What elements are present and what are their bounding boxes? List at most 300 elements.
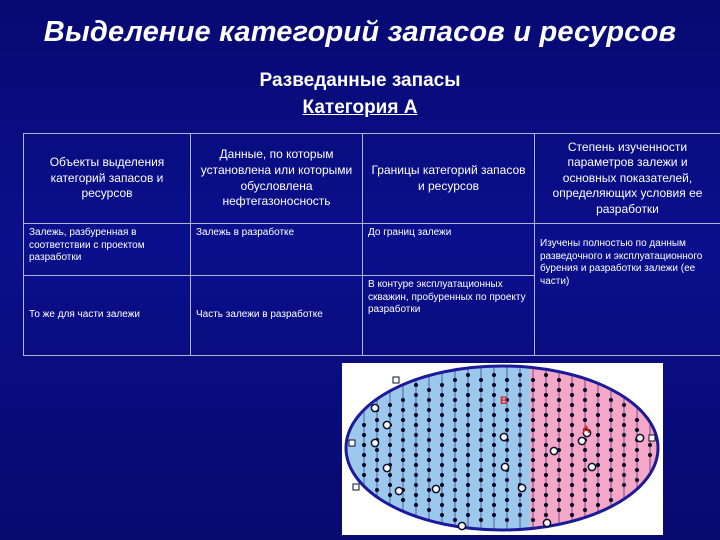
- well-dot: [609, 488, 613, 492]
- well-dot: [609, 458, 613, 462]
- well-dot: [505, 388, 509, 392]
- header-objects: Объекты выделения категорий запасов и ресурсов: [24, 134, 191, 224]
- well-dot: [505, 448, 509, 452]
- well-dot: [453, 438, 457, 442]
- well-dot: [557, 428, 561, 432]
- well-dot: [427, 478, 431, 482]
- well-dot: [492, 453, 496, 457]
- well-dot: [453, 508, 457, 512]
- well-dot: [427, 448, 431, 452]
- well-dot: [492, 423, 496, 427]
- well-dot: [492, 503, 496, 507]
- well-dot: [388, 493, 392, 497]
- well-dot: [622, 423, 626, 427]
- well-dot: [570, 483, 574, 487]
- well-dot: [375, 458, 379, 462]
- well-dot: [609, 498, 613, 502]
- well-dot: [466, 393, 470, 397]
- well-dot: [453, 488, 457, 492]
- well-dot: [492, 513, 496, 517]
- deposit-diagram-svg: [342, 363, 663, 535]
- well-dot: [518, 433, 522, 437]
- well-marker: [383, 464, 390, 471]
- well-dot: [505, 508, 509, 512]
- well-marker: [501, 463, 508, 470]
- well-dot: [440, 393, 444, 397]
- well-dot: [401, 438, 405, 442]
- well-dot: [401, 498, 405, 502]
- well-dot: [414, 403, 418, 407]
- well-dot: [453, 448, 457, 452]
- cell-study-degree: Изучены полностью по данным разведочного и эксплуатационного бурения и разработки залежи (ее части): [535, 224, 720, 356]
- edge-well-marker: [393, 377, 399, 383]
- well-dot: [531, 428, 535, 432]
- well-dot: [609, 438, 613, 442]
- well-marker: [458, 522, 465, 529]
- well-dot: [635, 428, 639, 432]
- well-dot: [531, 438, 535, 442]
- well-dot: [453, 458, 457, 462]
- well-dot: [583, 508, 587, 512]
- well-dot: [609, 408, 613, 412]
- well-dot: [570, 423, 574, 427]
- well-dot: [375, 468, 379, 472]
- well-dot: [557, 418, 561, 422]
- well-dot: [388, 443, 392, 447]
- well-dot: [505, 478, 509, 482]
- well-marker: [383, 421, 390, 428]
- well-dot: [505, 498, 509, 502]
- well-dot: [557, 458, 561, 462]
- well-dot: [427, 498, 431, 502]
- slide-title: Выделение категорий запасов и ресурсов: [43, 16, 677, 48]
- well-dot: [479, 398, 483, 402]
- well-dot: [479, 378, 483, 382]
- well-dot: [544, 373, 548, 377]
- well-dot: [544, 443, 548, 447]
- well-dot: [453, 498, 457, 502]
- well-dot: [518, 403, 522, 407]
- well-dot: [362, 423, 366, 427]
- well-dot: [427, 418, 431, 422]
- well-dot: [492, 473, 496, 477]
- well-dot: [479, 428, 483, 432]
- well-dot: [453, 388, 457, 392]
- well-dot: [401, 428, 405, 432]
- well-dot: [648, 443, 652, 447]
- well-dot: [570, 383, 574, 387]
- well-dot: [596, 393, 600, 397]
- well-dot: [557, 478, 561, 482]
- well-dot: [466, 443, 470, 447]
- well-dot: [401, 408, 405, 412]
- well-dot: [635, 468, 639, 472]
- table-header-row: [24, 134, 720, 224]
- well-dot: [557, 498, 561, 502]
- well-dot: [622, 463, 626, 467]
- well-dot: [414, 483, 418, 487]
- well-dot: [570, 513, 574, 517]
- well-dot: [518, 473, 522, 477]
- well-dot: [544, 473, 548, 477]
- well-dot: [466, 423, 470, 427]
- well-dot: [570, 473, 574, 477]
- well-dot: [583, 448, 587, 452]
- well-dot: [609, 428, 613, 432]
- well-dot: [414, 393, 418, 397]
- well-dot: [531, 398, 535, 402]
- cell-object: То же для части залежи: [24, 276, 191, 356]
- well-dot: [531, 498, 535, 502]
- pink-zone: [530, 363, 663, 535]
- well-marker: [518, 484, 525, 491]
- well-dot: [427, 458, 431, 462]
- well-dot: [544, 433, 548, 437]
- well-dot: [479, 468, 483, 472]
- well-dot: [466, 503, 470, 507]
- well-dot: [557, 468, 561, 472]
- well-dot: [505, 418, 509, 422]
- header-study-degree: Степень изученности параметров залежи и основных показателей, определяющих условия ее разработки: [535, 134, 720, 224]
- category-heading: Категория А: [302, 97, 418, 118]
- well-dot: [518, 453, 522, 457]
- well-dot: [479, 418, 483, 422]
- well-dot: [518, 393, 522, 397]
- well-dot: [440, 443, 444, 447]
- well-dot: [518, 443, 522, 447]
- well-dot: [505, 518, 509, 522]
- well-dot: [583, 478, 587, 482]
- well-dot: [557, 408, 561, 412]
- well-dot: [544, 383, 548, 387]
- well-dot: [583, 388, 587, 392]
- well-dot: [596, 463, 600, 467]
- well-dot: [440, 423, 444, 427]
- well-dot: [570, 493, 574, 497]
- well-marker: [543, 519, 550, 526]
- edge-well-marker: [349, 440, 355, 446]
- well-dot: [479, 388, 483, 392]
- well-dot: [570, 463, 574, 467]
- well-dot: [466, 483, 470, 487]
- well-dot: [479, 408, 483, 412]
- well-dot: [362, 453, 366, 457]
- well-dot: [453, 378, 457, 382]
- well-dot: [427, 508, 431, 512]
- well-dot: [466, 403, 470, 407]
- well-dot: [466, 383, 470, 387]
- well-dot: [466, 493, 470, 497]
- header-boundaries: Границы категорий запасов и ресурсов: [363, 134, 535, 224]
- well-marker: [500, 433, 507, 440]
- well-dot: [440, 383, 444, 387]
- well-dot: [544, 453, 548, 457]
- well-dot: [440, 493, 444, 497]
- well-dot: [596, 473, 600, 477]
- well-dot: [427, 438, 431, 442]
- well-dot: [622, 433, 626, 437]
- well-dot: [596, 403, 600, 407]
- well-dot: [570, 413, 574, 417]
- well-dot: [362, 443, 366, 447]
- well-dot: [596, 423, 600, 427]
- well-dot: [440, 413, 444, 417]
- well-dot: [492, 443, 496, 447]
- edge-well-marker: [353, 484, 359, 490]
- well-dot: [375, 478, 379, 482]
- well-dot: [544, 403, 548, 407]
- well-dot: [622, 453, 626, 457]
- well-dot: [596, 443, 600, 447]
- well-dot: [544, 503, 548, 507]
- well-dot: [531, 388, 535, 392]
- well-dot: [544, 463, 548, 467]
- cell-boundaries: В контуре эксплуатационных скважин, пробуренных по проекту разработки: [363, 276, 535, 356]
- well-dot: [388, 413, 392, 417]
- well-dot: [466, 453, 470, 457]
- well-dot: [440, 483, 444, 487]
- well-dot: [401, 478, 405, 482]
- well-dot: [622, 413, 626, 417]
- well-dot: [622, 483, 626, 487]
- well-dot: [440, 433, 444, 437]
- well-dot: [557, 378, 561, 382]
- well-dot: [414, 413, 418, 417]
- well-dot: [635, 418, 639, 422]
- well-dot: [414, 383, 418, 387]
- well-dot: [453, 468, 457, 472]
- well-marker: [578, 437, 585, 444]
- well-dot: [427, 468, 431, 472]
- header-data: Данные, по которым установлена или которыми обусловлена нефтегазоносность: [191, 134, 363, 224]
- well-dot: [440, 463, 444, 467]
- deposit-diagram: [342, 363, 663, 535]
- cell-data: Залежь в разработке: [191, 224, 363, 276]
- well-dot: [544, 413, 548, 417]
- well-dot: [609, 448, 613, 452]
- well-dot: [492, 403, 496, 407]
- well-dot: [544, 513, 548, 517]
- well-dot: [479, 498, 483, 502]
- well-dot: [583, 418, 587, 422]
- label-a: А: [582, 424, 590, 436]
- well-dot: [401, 418, 405, 422]
- table-row: [24, 224, 720, 276]
- well-dot: [505, 408, 509, 412]
- well-dot: [479, 458, 483, 462]
- well-dot: [531, 468, 535, 472]
- well-dot: [492, 383, 496, 387]
- well-dot: [518, 513, 522, 517]
- well-dot: [401, 448, 405, 452]
- well-dot: [583, 498, 587, 502]
- well-dot: [440, 453, 444, 457]
- well-dot: [388, 453, 392, 457]
- cell-object: Залежь, разбуренная в соответствии с проектом разработки: [24, 224, 191, 276]
- well-dot: [414, 493, 418, 497]
- well-dot: [544, 393, 548, 397]
- well-dot: [388, 483, 392, 487]
- well-dot: [596, 503, 600, 507]
- well-dot: [401, 398, 405, 402]
- well-dot: [492, 413, 496, 417]
- well-dot: [414, 453, 418, 457]
- cell-boundaries: До границ залежи: [363, 224, 535, 276]
- well-dot: [622, 473, 626, 477]
- well-dot: [518, 383, 522, 387]
- well-dot: [518, 463, 522, 467]
- well-marker: [395, 487, 402, 494]
- well-dot: [531, 508, 535, 512]
- well-dot: [375, 418, 379, 422]
- well-dot: [635, 448, 639, 452]
- well-dot: [596, 453, 600, 457]
- well-dot: [609, 398, 613, 402]
- well-marker: [432, 485, 439, 492]
- well-dot: [466, 433, 470, 437]
- well-dot: [609, 478, 613, 482]
- well-dot: [570, 433, 574, 437]
- well-dot: [427, 488, 431, 492]
- well-dot: [570, 393, 574, 397]
- cell-data: Часть залежи в разработке: [191, 276, 363, 356]
- well-dot: [388, 403, 392, 407]
- well-dot: [466, 473, 470, 477]
- well-dot: [544, 493, 548, 497]
- well-dot: [492, 493, 496, 497]
- well-dot: [388, 473, 392, 477]
- well-dot: [362, 433, 366, 437]
- slide-subtitle: Разведанные запасы: [259, 70, 461, 91]
- well-dot: [518, 413, 522, 417]
- well-dot: [531, 488, 535, 492]
- label-b: В: [500, 395, 508, 407]
- well-dot: [648, 453, 652, 457]
- well-dot: [466, 413, 470, 417]
- well-dot: [583, 398, 587, 402]
- well-dot: [622, 443, 626, 447]
- well-dot: [505, 378, 509, 382]
- well-dot: [518, 493, 522, 497]
- well-dot: [479, 518, 483, 522]
- well-dot: [453, 418, 457, 422]
- well-dot: [479, 448, 483, 452]
- well-dot: [479, 438, 483, 442]
- well-dot: [505, 458, 509, 462]
- well-dot: [518, 423, 522, 427]
- well-dot: [570, 443, 574, 447]
- well-dot: [544, 423, 548, 427]
- well-dot: [492, 463, 496, 467]
- well-dot: [557, 488, 561, 492]
- well-dot: [531, 408, 535, 412]
- well-dot: [531, 458, 535, 462]
- well-dot: [362, 473, 366, 477]
- well-dot: [518, 373, 522, 377]
- well-dot: [557, 398, 561, 402]
- well-dot: [531, 478, 535, 482]
- well-dot: [479, 488, 483, 492]
- well-dot: [583, 488, 587, 492]
- well-dot: [492, 483, 496, 487]
- well-dot: [583, 408, 587, 412]
- well-dot: [492, 393, 496, 397]
- well-dot: [479, 508, 483, 512]
- well-dot: [531, 378, 535, 382]
- category-table: [23, 133, 720, 356]
- well-dot: [531, 518, 535, 522]
- well-dot: [505, 428, 509, 432]
- well-dot: [414, 463, 418, 467]
- well-dot: [440, 403, 444, 407]
- well-dot: [570, 403, 574, 407]
- well-dot: [440, 473, 444, 477]
- well-marker: [550, 447, 557, 454]
- well-dot: [414, 473, 418, 477]
- well-dot: [427, 408, 431, 412]
- well-dot: [570, 503, 574, 507]
- well-dot: [583, 458, 587, 462]
- well-marker: [371, 404, 378, 411]
- well-dot: [531, 448, 535, 452]
- well-dot: [570, 453, 574, 457]
- well-dot: [375, 488, 379, 492]
- well-dot: [414, 433, 418, 437]
- well-dot: [466, 463, 470, 467]
- well-dot: [492, 373, 496, 377]
- well-dot: [453, 408, 457, 412]
- well-dot: [596, 493, 600, 497]
- well-dot: [596, 413, 600, 417]
- well-dot: [635, 478, 639, 482]
- well-dot: [609, 418, 613, 422]
- well-dot: [453, 428, 457, 432]
- edge-well-marker: [649, 435, 655, 441]
- well-dot: [596, 433, 600, 437]
- well-dot: [557, 438, 561, 442]
- well-marker: [371, 439, 378, 446]
- well-dot: [388, 433, 392, 437]
- well-dot: [375, 428, 379, 432]
- well-dot: [414, 423, 418, 427]
- well-dot: [427, 398, 431, 402]
- well-dot: [453, 398, 457, 402]
- well-dot: [414, 503, 418, 507]
- well-dot: [622, 403, 626, 407]
- well-dot: [557, 388, 561, 392]
- well-dot: [596, 483, 600, 487]
- well-dot: [557, 508, 561, 512]
- well-dot: [609, 468, 613, 472]
- well-dot: [544, 483, 548, 487]
- well-dot: [362, 463, 366, 467]
- well-dot: [505, 488, 509, 492]
- well-dot: [440, 503, 444, 507]
- well-dot: [375, 448, 379, 452]
- well-dot: [453, 518, 457, 522]
- well-dot: [427, 428, 431, 432]
- well-dot: [401, 468, 405, 472]
- well-dot: [427, 388, 431, 392]
- well-dot: [518, 503, 522, 507]
- well-dot: [466, 373, 470, 377]
- well-marker: [588, 463, 595, 470]
- well-dot: [440, 513, 444, 517]
- well-dot: [453, 478, 457, 482]
- well-dot: [583, 468, 587, 472]
- well-dot: [492, 433, 496, 437]
- well-marker: [636, 434, 643, 441]
